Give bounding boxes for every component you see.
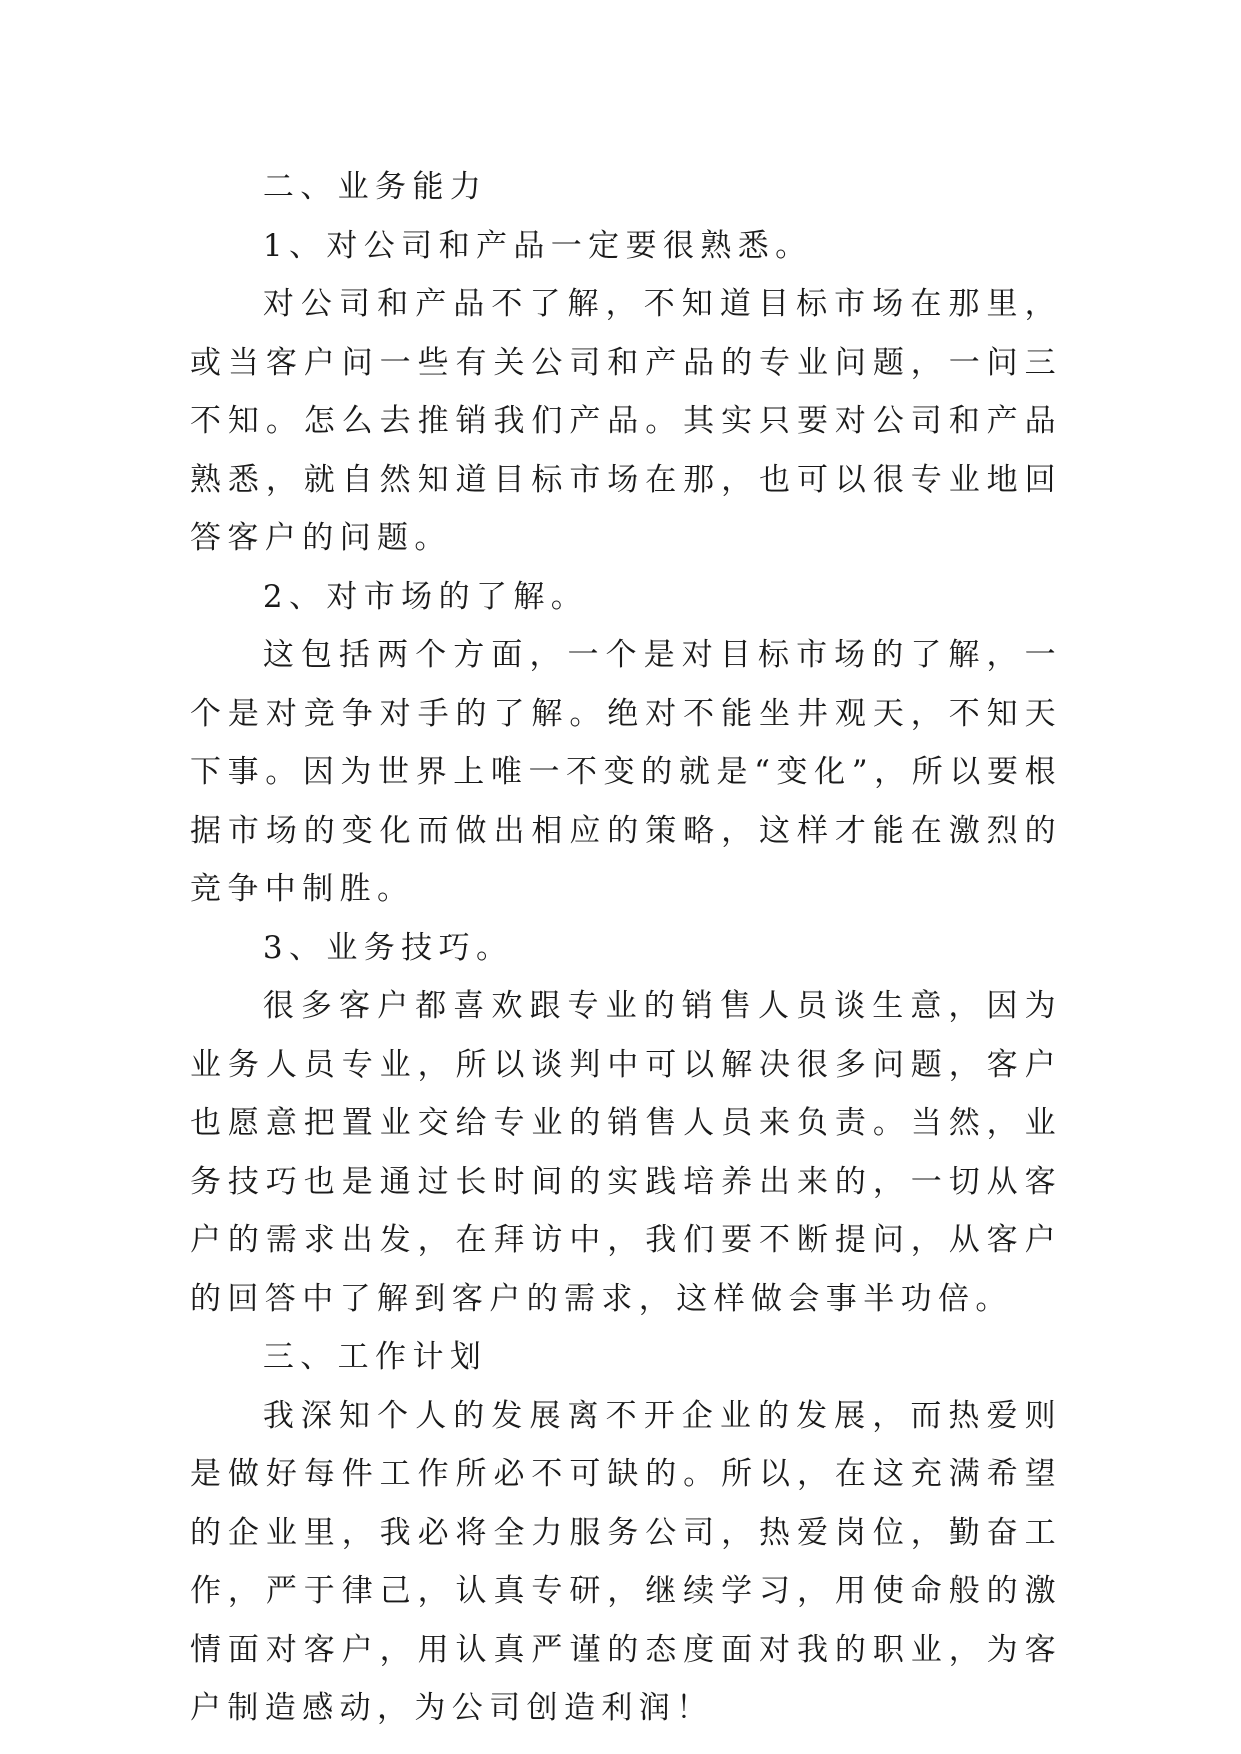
subheading-business-skills: 3、业务技巧。 bbox=[262, 929, 514, 966]
document-body bbox=[190, 158, 1062, 1738]
subheading-know-company-products: 1、对公司和产品一定要很熟悉。 bbox=[262, 227, 813, 264]
section-heading-business-ability: 二、业务能力 bbox=[262, 169, 488, 205]
paragraph-work-plan: 我深知个人的发展离不开企业的发展，而热爱则是做好每件工作所必不可缺的。所以，在这充满希望的企业里，我必将全力服务公司，热爱岗位，勤奋工作，严于律己，认真专研，继续学习，用使命般的激情面对客户，用认真严谨的态度面对我的职业，为客户制造感动，为公司创造利润！ bbox=[190, 1397, 1062, 1726]
subheading-market-understanding: 2、对市场的了解。 bbox=[262, 578, 589, 615]
paragraph-know-company-products: 对公司和产品不了解，不知道目标市场在那里，或当客户问一些有关公司和产品的专业问题，一问三不知。怎么去推销我们产品。其实只要对公司和产品熟悉，就自然知道目标市场在那，也可以很专业地回答客户的问题。 bbox=[190, 286, 1062, 556]
paragraph-market-understanding: 这包括两个方面，一个是对目标市场的了解，一个是对竞争对手的了解。绝对不能坐井观天，不知天下事。因为世界上唯一不变的就是“变化”，所以要根据市场的变化而做出相应的策略，这样才能在激烈的竞争中制胜。 bbox=[190, 637, 1062, 907]
paragraph-business-skills: 很多客户都喜欢跟专业的销售人员谈生意，因为业务人员专业，所以谈判中可以解决很多问题，客户也愿意把置业交给专业的销售人员来负责。当然，业务技巧也是通过长时间的实践培养出来的，一切从客户的需求出发，在拜访中，我们要不断提问，从客户的回答中了解到客户的需求，这样做会事半功倍。 bbox=[190, 988, 1062, 1317]
section-heading-work-plan: 三、工作计划 bbox=[262, 1339, 488, 1375]
